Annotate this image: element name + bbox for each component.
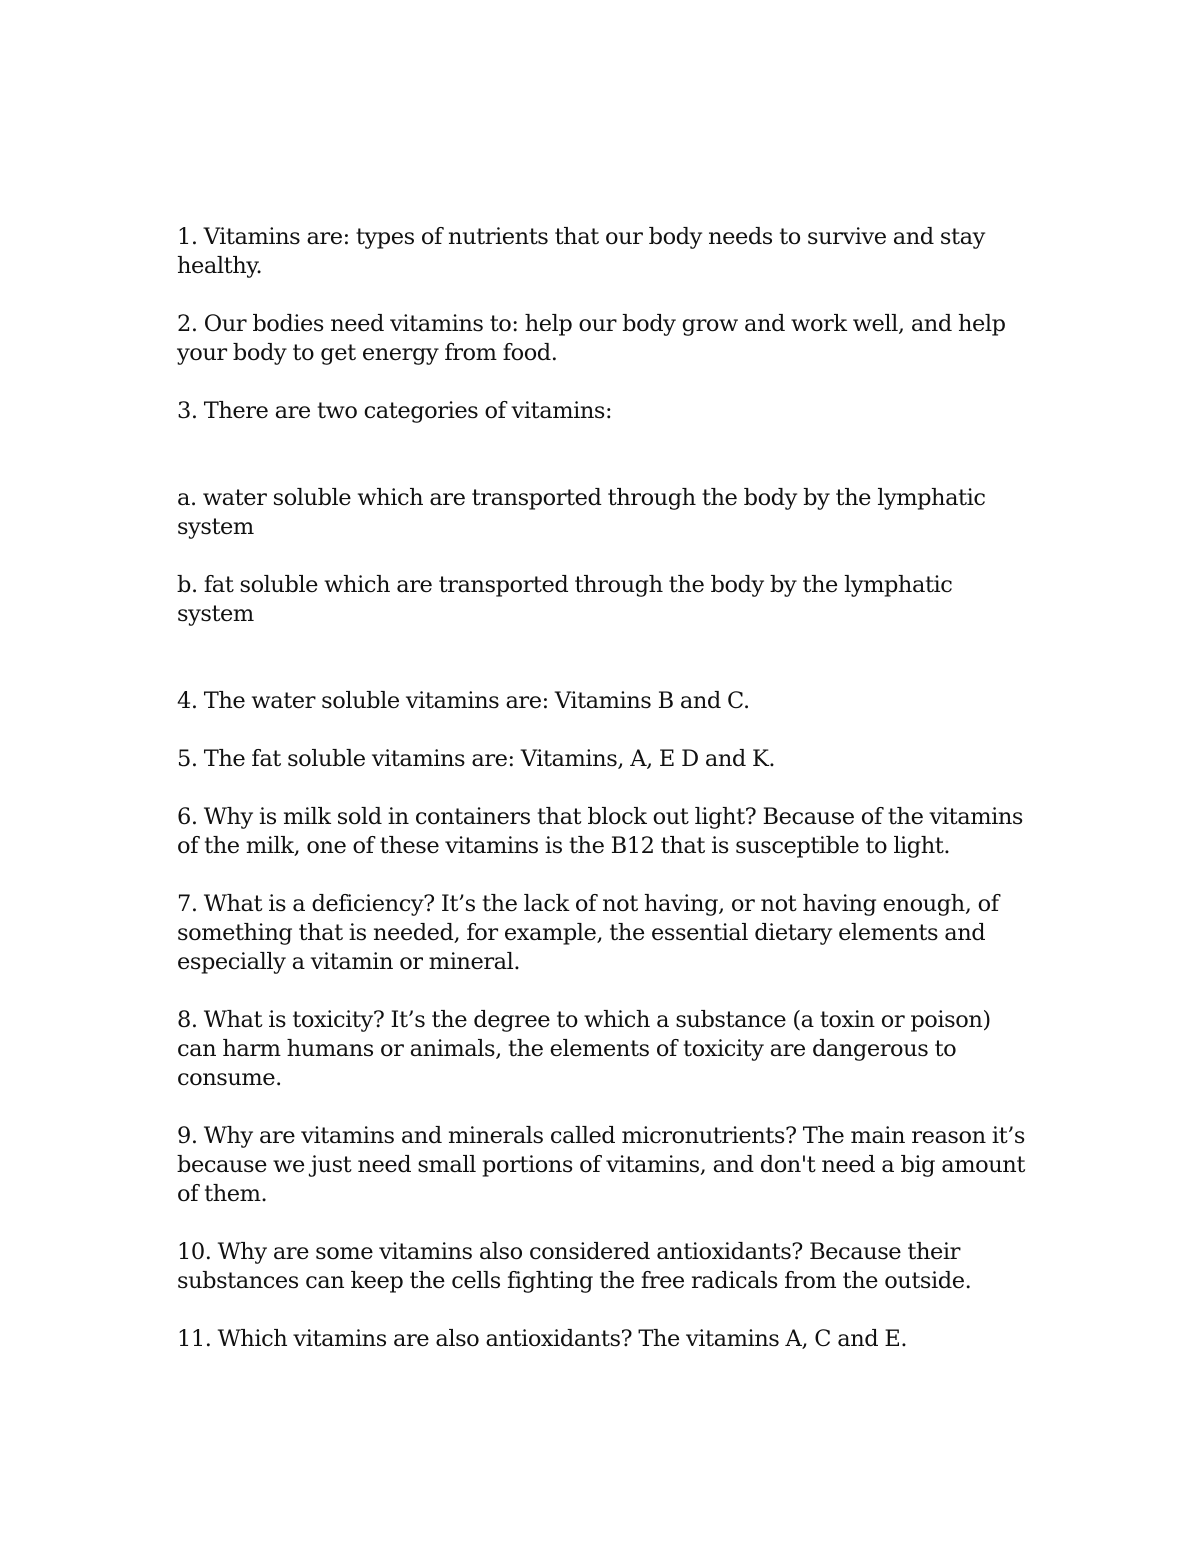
paragraph-9: 9. Why are vitamins and minerals called micronutrients? The main reason it’s because we just need small portions of vitamins, and don't need a big amount of them.: [177, 1123, 1025, 1207]
paragraph-7: 7. What is a deficiency? It’s the lack of not having, or not having enough, of something that is needed, for example, the essential dietary elements and especially a vitamin or mineral.: [177, 891, 999, 975]
paragraph-11: 11. Which vitamins are also antioxidants? The vitamins A, C and E.: [177, 1326, 908, 1352]
paragraph-3: 3. There are two categories of vitamins:: [177, 398, 613, 424]
paragraph-8: 8. What is toxicity? It’s the degree to which a substance (a toxin or poison) can harm humans or animals, the elements of toxicity are dangerous to consume.: [177, 1007, 991, 1091]
paragraph-6: 6. Why is milk sold in containers that block out light? Because of the vitamins of the milk, one of these vitamins is the B12 that is susceptible to light.: [177, 804, 1023, 859]
paragraph-1: 1. Vitamins are: types of nutrients that our body needs to survive and stay healthy.: [177, 224, 985, 279]
document-body: [177, 223, 1027, 1383]
paragraph-3b: b. fat soluble which are transported through the body by the lymphatic system: [177, 572, 953, 627]
paragraph-10: 10. Why are some vitamins also considered antioxidants? Because their substances can keep the cells fighting the free radicals from the outside.: [177, 1239, 972, 1294]
paragraph-3a: a. water soluble which are transported through the body by the lymphatic system: [177, 485, 986, 540]
paragraph-2: 2. Our bodies need vitamins to: help our body grow and work well, and help your body to get energy from food.: [177, 311, 1006, 366]
paragraph-5: 5. The fat soluble vitamins are: Vitamins, A, E D and K.: [177, 746, 776, 772]
paragraph-4: 4. The water soluble vitamins are: Vitamins B and C.: [177, 688, 750, 714]
